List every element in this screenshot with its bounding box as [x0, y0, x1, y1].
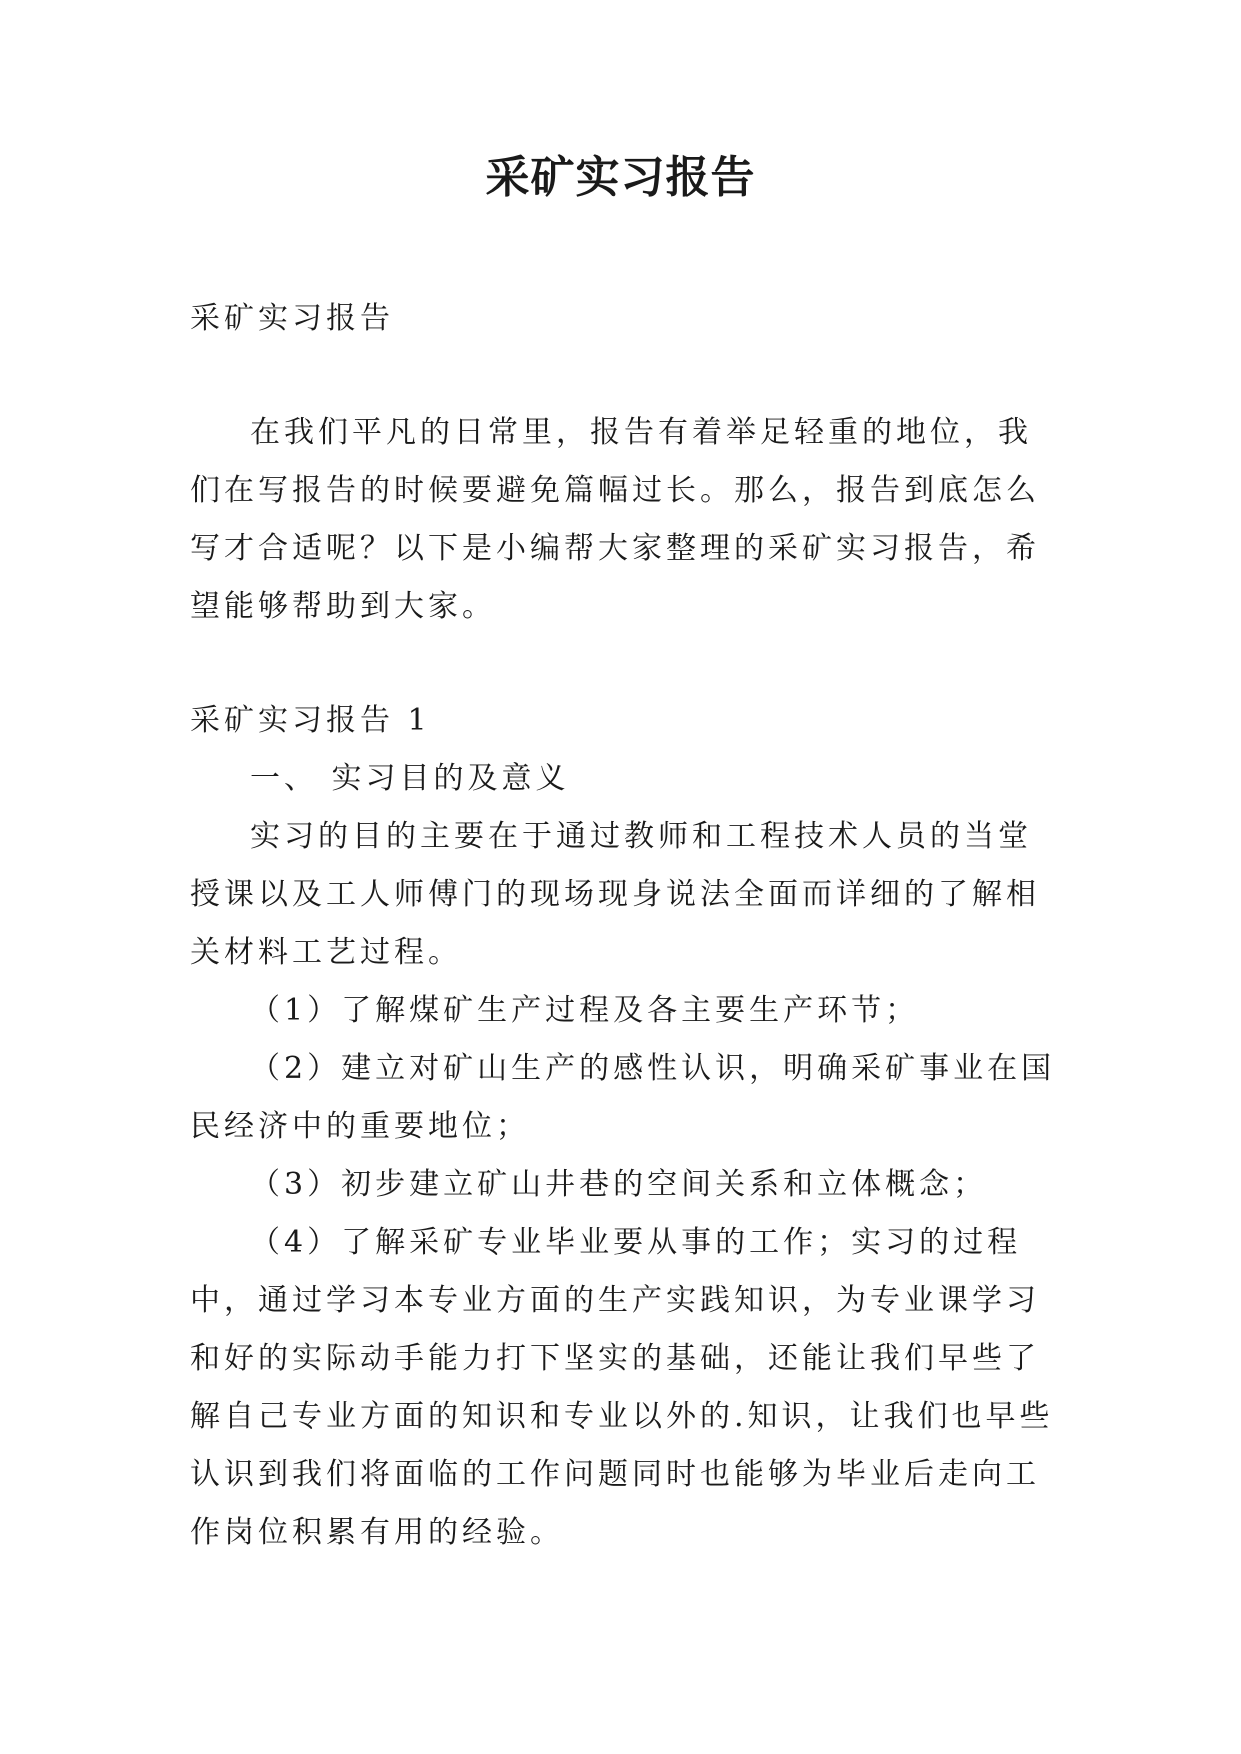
document-body: [190, 290, 1060, 1562]
list-item-2: （2）建立对矿山生产的感性认识，明确采矿事业在国民经济中的重要地位；: [190, 1051, 1056, 1144]
section-heading: 采矿实习报告 1: [190, 703, 431, 738]
document-title: 采矿实习报告: [485, 152, 756, 203]
purpose-paragraph: 实习的目的主要在于通过教师和工程技术人员的当堂授课以及工人师傅门的现场现身说法全面而详细的了解相关材料工艺过程。: [190, 819, 1040, 970]
intro-paragraph: 在我们平凡的日常里，报告有着举足轻重的地位，我们在写报告的时候要避免篇幅过长。那么，报告到底怎么写才合适呢？以下是小编帮大家整理的采矿实习报告，希望能够帮助到大家。: [190, 415, 1040, 624]
document-subtitle: 采矿实习报告: [190, 301, 394, 336]
list-item-1: （1）了解煤矿生产过程及各主要生产环节；: [250, 993, 920, 1028]
section-sub-heading: 一、 实习目的及意义: [250, 761, 570, 796]
list-item-3: （3）初步建立矿山井巷的空间关系和立体概念；: [250, 1167, 988, 1202]
list-item-4: （4）了解采矿专业毕业要从事的工作；实习的过程中，通过学习本专业方面的生产实践知识，为专业课学习和好的实际动手能力打下坚实的基础，还能让我们早些了解自己专业方面的知识和专业以外的.知识，让我们也早些认识到我们将面临的工作问题同时也能够为毕业后走向工作岗位积累有用的经验。: [190, 1225, 1054, 1550]
